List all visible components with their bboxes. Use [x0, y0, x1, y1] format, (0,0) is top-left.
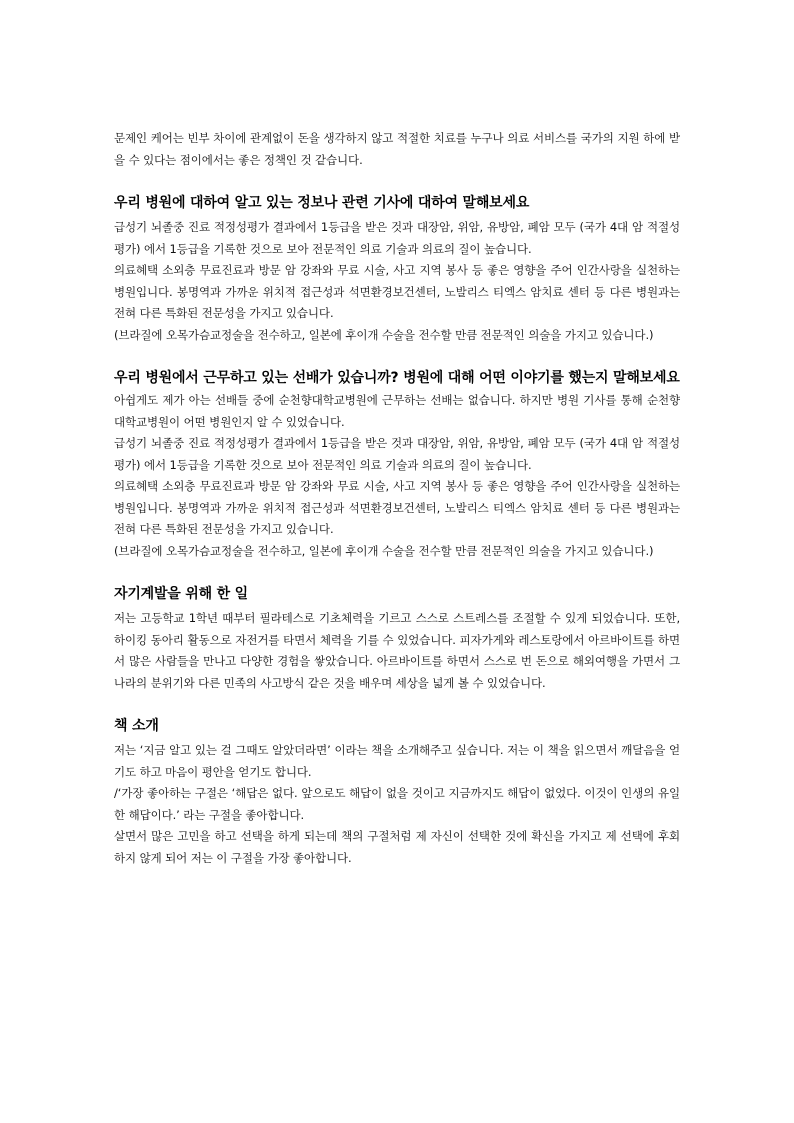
- body-paragraph: 의료혜택 소외층 무료진료과 방문 암 강좌와 무료 시술, 사고 지역 봉사 등 좋은 영향을 주어 인간사랑을 실천하는 병원입니다. 봉명역과 가까운 위치적 접근성과 석면환경보건센터, 노발리스 티엑스 암치료 센터 등 다른 병원과는 전혀 다른 특화된 전문성을 가지고 있습니다.: [114, 263, 680, 320]
- body-paragraph: 의료혜택 소외층 무료진료과 방문 암 강좌와 무료 시술, 사고 지역 봉사 등 좋은 영향을 주어 인간사랑을 실천하는 병원입니다. 봉명역과 가까운 위치적 접근성과 석면환경보건센터, 노발리스 티엑스 암치료 센터 등 다른 병원과는 전혀 다른 특화된 전문성을 가지고 있습니다.: [114, 479, 680, 536]
- senior-section: [114, 366, 680, 562]
- body-paragraph: (브라질에 오목가슴교정술을 전수하고, 일본에 후이개 수술을 전수할 만큼 전문적인 의술을 가지고 있습니다.): [114, 543, 654, 558]
- book-section: [114, 714, 680, 869]
- document-body: [114, 128, 680, 869]
- section-heading: 책 소개: [114, 718, 159, 734]
- body-paragraph: 저는 ‘지금 알고 있는 걸 그때도 알았더라면’ 이라는 책을 소개해주고 싶습니다. 저는 이 책을 읽으면서 깨달음을 얻기도 하고 마음이 평안을 얻기도 합니다.: [114, 743, 680, 779]
- section-heading: 우리 병원에 대하여 알고 있는 정보나 관련 기사에 대하여 말해보세요: [114, 195, 530, 211]
- intro-paragraph: 문제인 케어는 빈부 차이에 관계없이 돈을 생각하지 않고 적절한 치료를 누구나 의료 서비스를 국가의 지원 하에 받을 수 있다는 점이에서는 좋은 정책인 것 같습니다.: [114, 131, 680, 167]
- body-paragraph: 급성기 뇌졸중 진료 적정성평가 결과에서 1등급을 받은 것과 대장암, 위암, 유방암, 폐암 모두 (국가 4대 암 적절성 평가) 에서 1등급을 기록한 것으로 보아 전문적인 의료 기술과 의료의 질이 높습니다.: [114, 436, 680, 472]
- intro-section: [114, 128, 680, 171]
- self-development-section: [114, 582, 680, 694]
- body-paragraph: 아쉽게도 제가 아는 선배들 중에 순천향대학교병원에 근무하는 선배는 없습니다. 하지만 병원 기사를 통해 순천향대학교병원이 어떤 병원인지 알 수 있었습니다.: [114, 393, 680, 429]
- section-heading: 우리 병원에서 근무하고 있는 선배가 있습니까? 병원에 대해 어떤 이야기를 했는지 말해보세요: [114, 370, 680, 386]
- body-paragraph: 살면서 많은 고민을 하고 선택을 하게 되는데 책의 구절처럼 제 자신이 선택한 것에 확신을 가지고 제 선택에 후회하지 않게 되어 저는 이 구절을 가장 좋아합니다.: [114, 829, 680, 865]
- body-paragraph: 저는 고등학교 1학년 때부터 필라테스로 기초체력을 기르고 스스로 스트레스를 조절할 수 있게 되었습니다. 또한, 하이킹 동아리 활동으로 자전거를 타면서 체력을 기를 수 있었습니다. 피자가게와 레스토랑에서 아르바이트를 하면서 많은 사람들을 만나고 다양한 경험을 쌓았습니다. 아르바이트를 하면서 스스로 번 돈으로 해외여행을 가면서 그 나라의 분위기와 다른 민족의 사고방식 같은 것을 배우며 세상을 넓게 볼 수 있었습니다.: [114, 611, 680, 690]
- hospital-info-section: [114, 191, 680, 346]
- section-heading: 자기계발을 위해 한 일: [114, 586, 248, 602]
- body-paragraph: /‘가장 좋아하는 구절은 ‘해답은 없다. 앞으로도 해답이 없을 것이고 지금까지도 해답이 없었다. 이것이 인생의 유일한 해답이다.’ 라는 구절을 좋아합니다.: [114, 786, 680, 822]
- body-paragraph: 급성기 뇌졸중 진료 적정성평가 결과에서 1등급을 받은 것과 대장암, 위암, 유방암, 폐암 모두 (국가 4대 암 적절성 평가) 에서 1등급을 기록한 것으로 보아 전문적인 의료 기술과 의료의 질이 높습니다.: [114, 220, 680, 256]
- body-paragraph: (브라질에 오목가슴교정술을 전수하고, 일본에 후이개 수술을 전수할 만큼 전문적인 의술을 가지고 있습니다.): [114, 327, 654, 342]
